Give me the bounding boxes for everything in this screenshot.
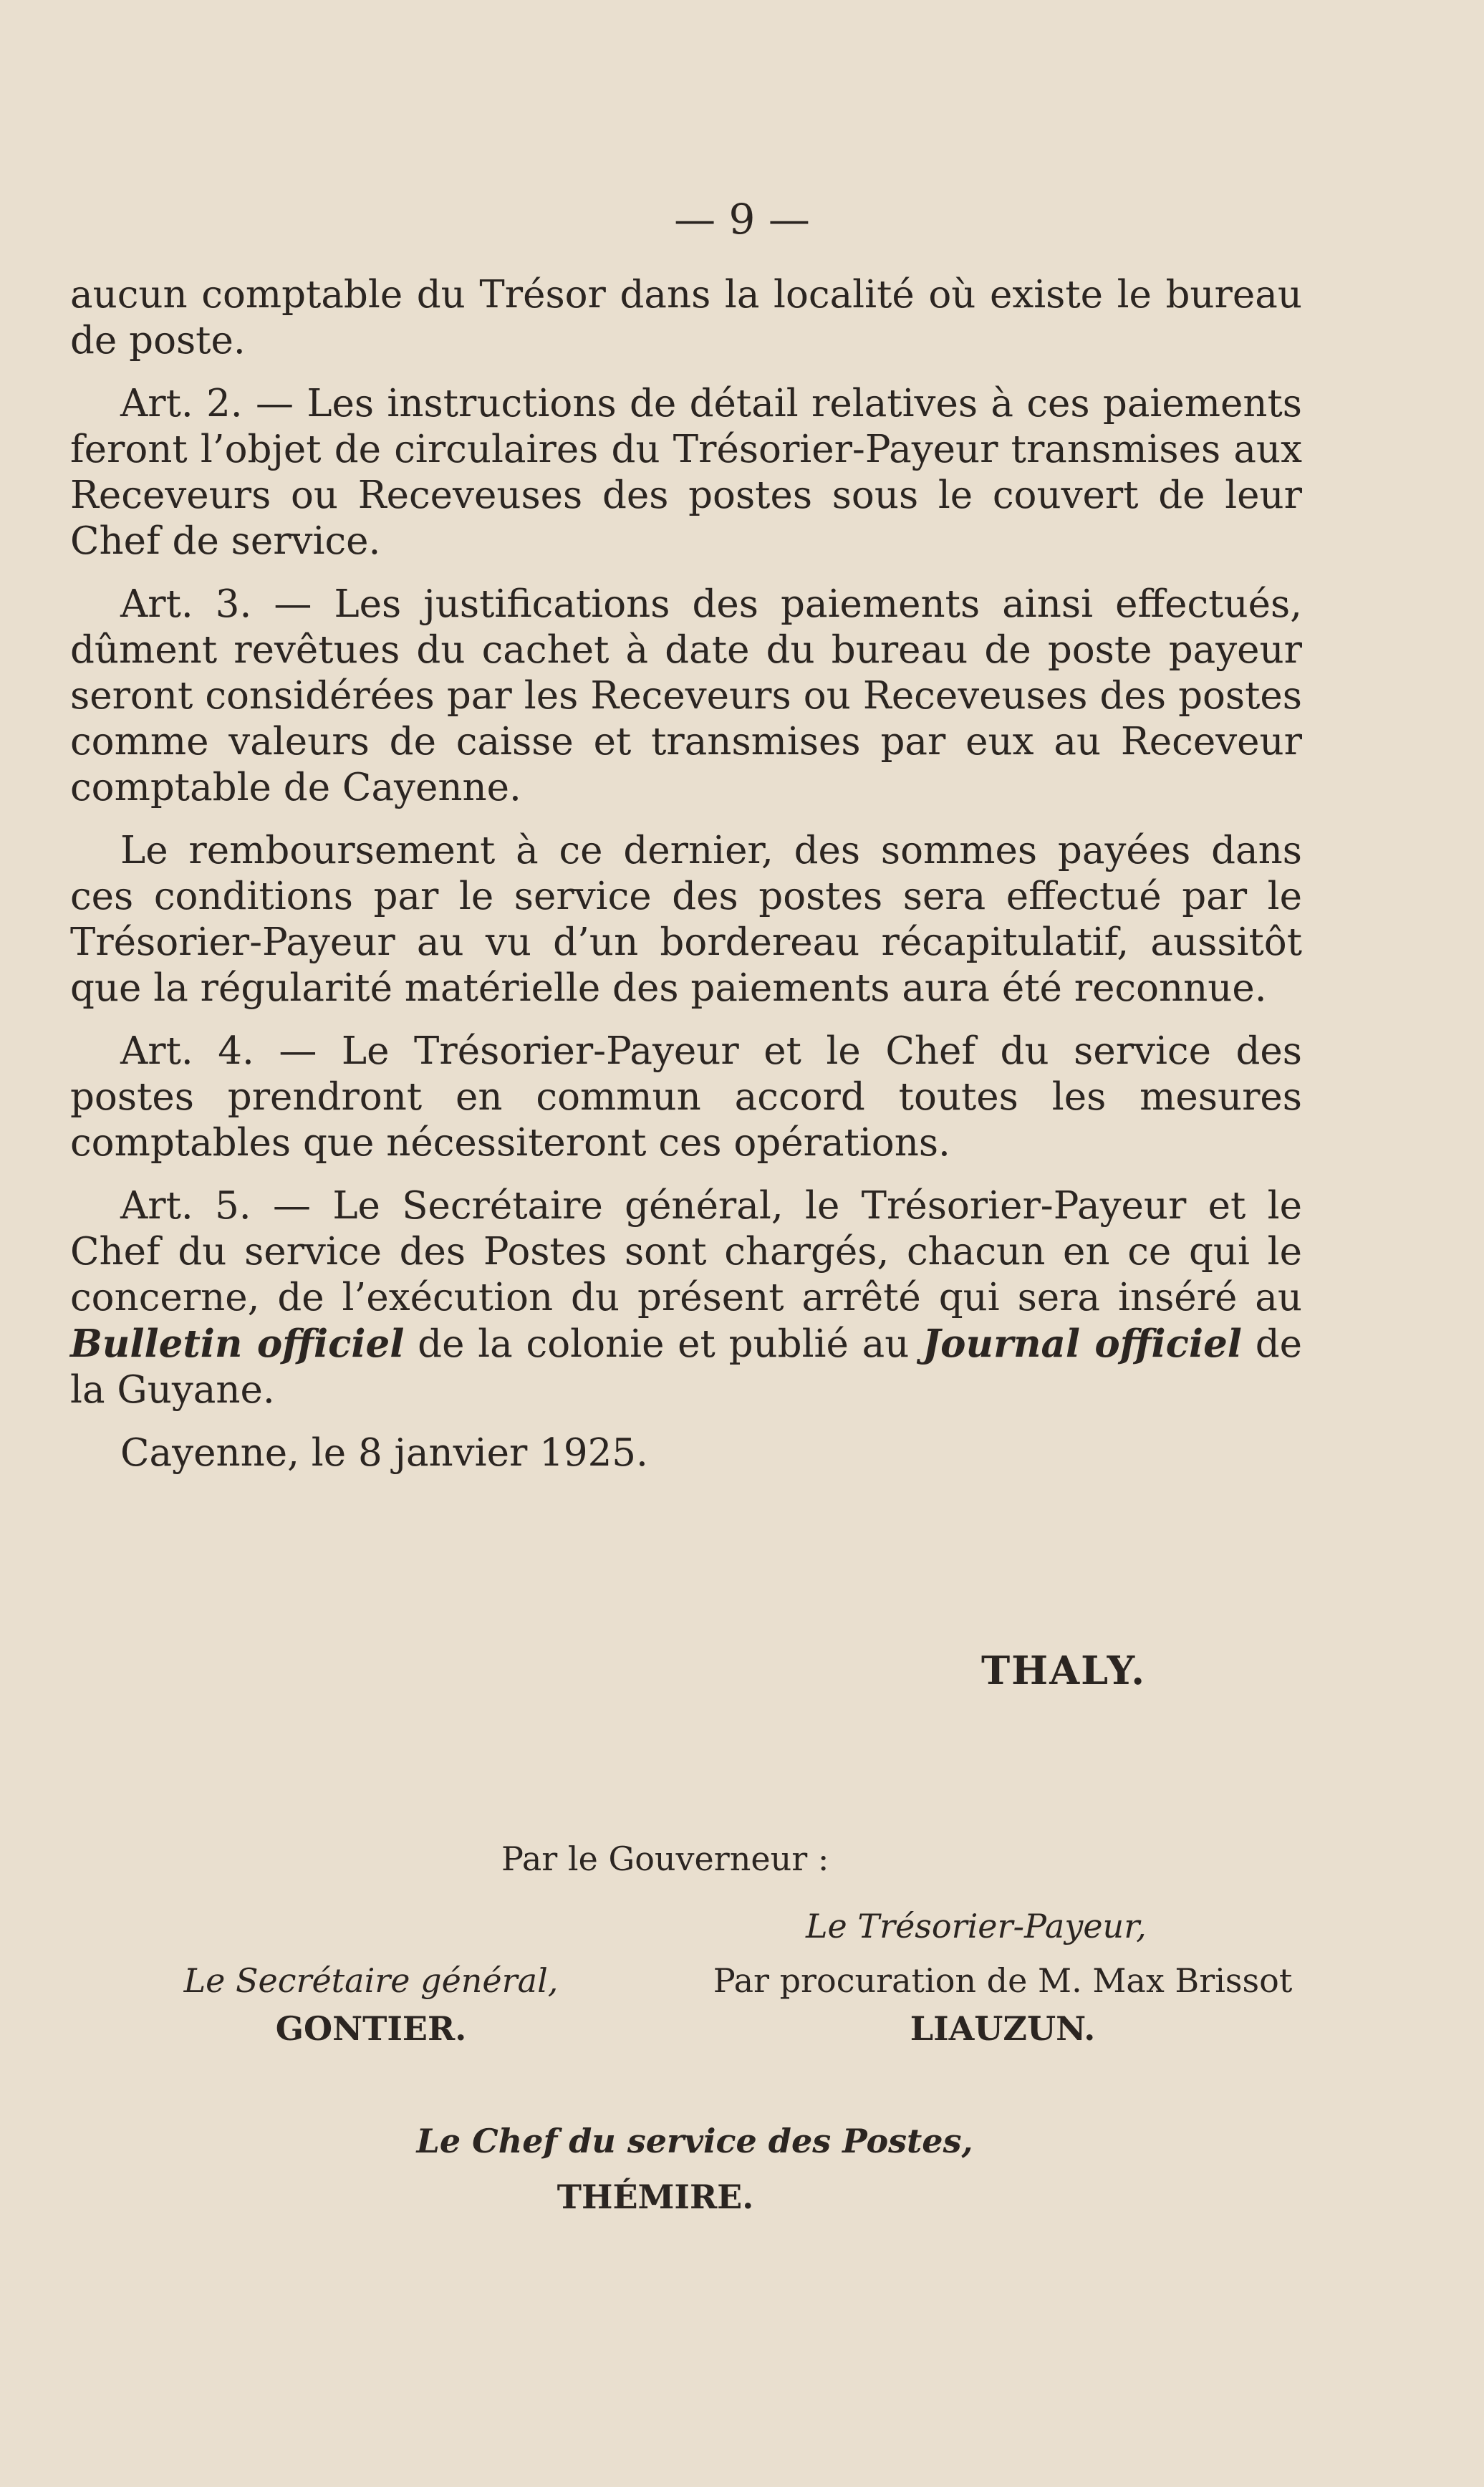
paragraph-continuation: aucun comptable du Trésor dans la localité où existe le bureau de poste.	[70, 273, 1302, 362]
chef-service-name: THÉMIRE.	[556, 2178, 754, 2216]
governor-signature: THALY.	[981, 1647, 1147, 1693]
tresorier-name: LIAUZUN.	[910, 2009, 1096, 2048]
tresorier-title: Le Trésorier-Payeur,	[806, 1907, 1147, 1945]
paragraph-art-3: Art. 3. — Les justifications des paiements ainsi effectués, dûment revêtues du cachet à date du bureau de poste payeur seront considérées par les Receveurs ou Receveuses des postes comme valeurs de caisse et transmises par eux au Receveur comptable de Cayenne.	[70, 582, 1302, 809]
bulletin-officiel-title: Bulletin officiel	[70, 1322, 405, 1366]
secretaire-name: GONTIER.	[275, 2009, 467, 2048]
paragraph-art-5	[70, 1183, 1302, 1413]
page-number: — 9 —	[674, 195, 810, 244]
tresorier-procuration: Par procuration de M. Max Brissot	[713, 1961, 1293, 2000]
journal-officiel-title: Journal officiel	[922, 1322, 1242, 1366]
art-5-text-mid: de la colonie et publié au	[404, 1322, 923, 1366]
paragraph-remboursement: Le remboursement à ce dernier, des sommes payées dans ces conditions par le service des postes sera effectué par le Trésorier-Payeur au vu d’un bordereau récapitulatif, aussitôt que la régularité matérielle des paiements aura été reconnue.	[70, 829, 1302, 1010]
body-text	[70, 272, 1302, 1493]
date-line: Cayenne, le 8 janvier 1925.	[120, 1431, 648, 1475]
art-5-text-end: de la Guyane.	[70, 1322, 1303, 1412]
paragraph-art-2: Art. 2. — Les instructions de détail relatives à ces paiements feront l’objet de circulaires du Trésorier-Payeur transmises aux Receveurs ou Receveuses des postes sous le couvert de leur Chef de service.	[70, 382, 1302, 563]
par-le-gouverneur: Par le Gouverneur :	[501, 1839, 829, 1878]
art-5-text-start: Art. 5. — Le Secrétaire général, le Trésorier-Payeur et le Chef du service des Postes sont chargés, chacun en ce qui le concerne, de l’exécution du présent arrêté qui sera inséré au	[70, 1184, 1302, 1319]
chef-service-title: Le Chef du service des Postes,	[416, 2122, 973, 2160]
paragraph-art-4: Art. 4. — Le Trésorier-Payeur et le Chef du service des postes prendront en commun accord toutes les mesures comptables que nécessiteront ces opérations.	[70, 1029, 1302, 1165]
secretaire-title: Le Secrétaire général,	[183, 1961, 559, 2000]
